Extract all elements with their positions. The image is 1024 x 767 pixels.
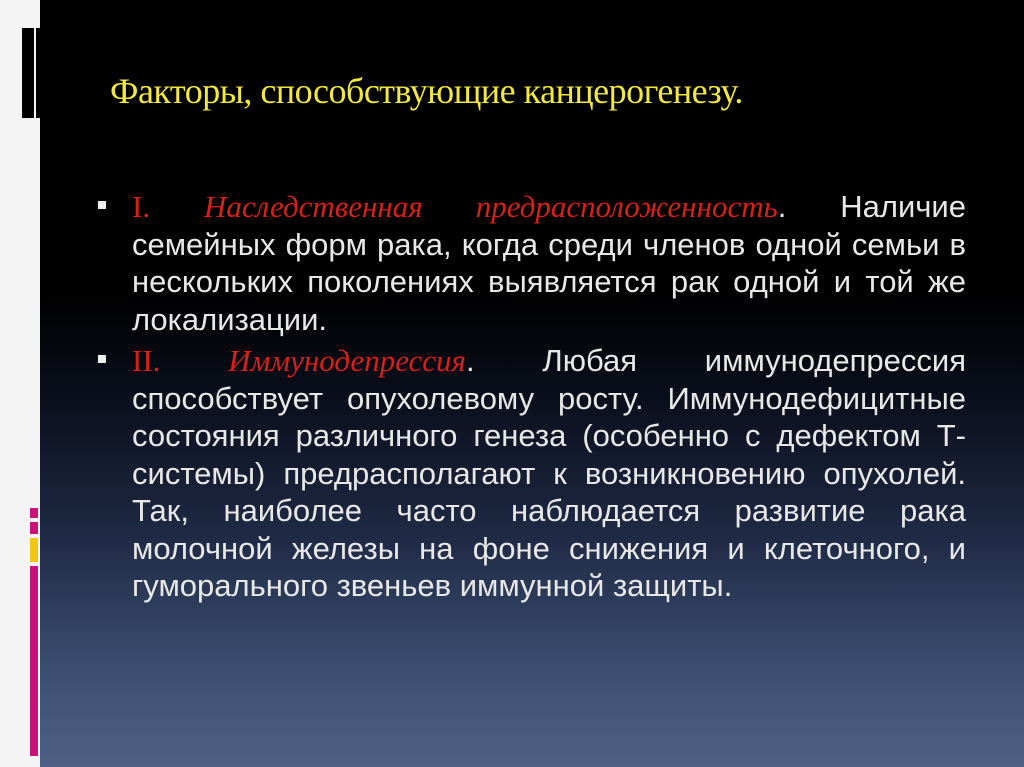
bullet-item — [98, 342, 966, 605]
bullet-text: . Любая иммунодепрессия способствует опухолевому росту. Иммунодефицитные состояния различного генеза (особенно с дефектом Т-системы) предрасполагают к возникновению опухолей. Так, наиболее часто наблюдается развитие рака молочной железы на фоне снижения и клеточного, и гуморального звеньев иммунной защиты. — [132, 343, 966, 603]
decorative-bar — [36, 28, 40, 118]
bullet-number: I. — [132, 189, 151, 224]
slide-title: Факторы, способствующие канцерогенезу. — [110, 71, 743, 111]
bullet-heading: Наследственная предрасположенность — [204, 189, 778, 224]
accent-bar-magenta-long — [30, 566, 38, 756]
bullet-list — [98, 188, 966, 609]
bullet-item — [98, 188, 966, 338]
bullet-text: . Наличие семейных форм рака, когда среди членов одной семьи в нескольких поколениях выявляется рак одной и той же локализации. — [132, 189, 966, 337]
bullet-heading: Иммунодепрессия — [228, 343, 466, 378]
square-bullet-icon — [98, 355, 106, 363]
accent-bar-magenta — [30, 508, 38, 518]
square-bullet-icon — [98, 201, 106, 209]
decorative-bar — [22, 28, 34, 118]
accent-bar-yellow — [30, 538, 38, 562]
accent-bar-magenta — [30, 522, 38, 534]
bullet-number: II. — [132, 343, 161, 378]
